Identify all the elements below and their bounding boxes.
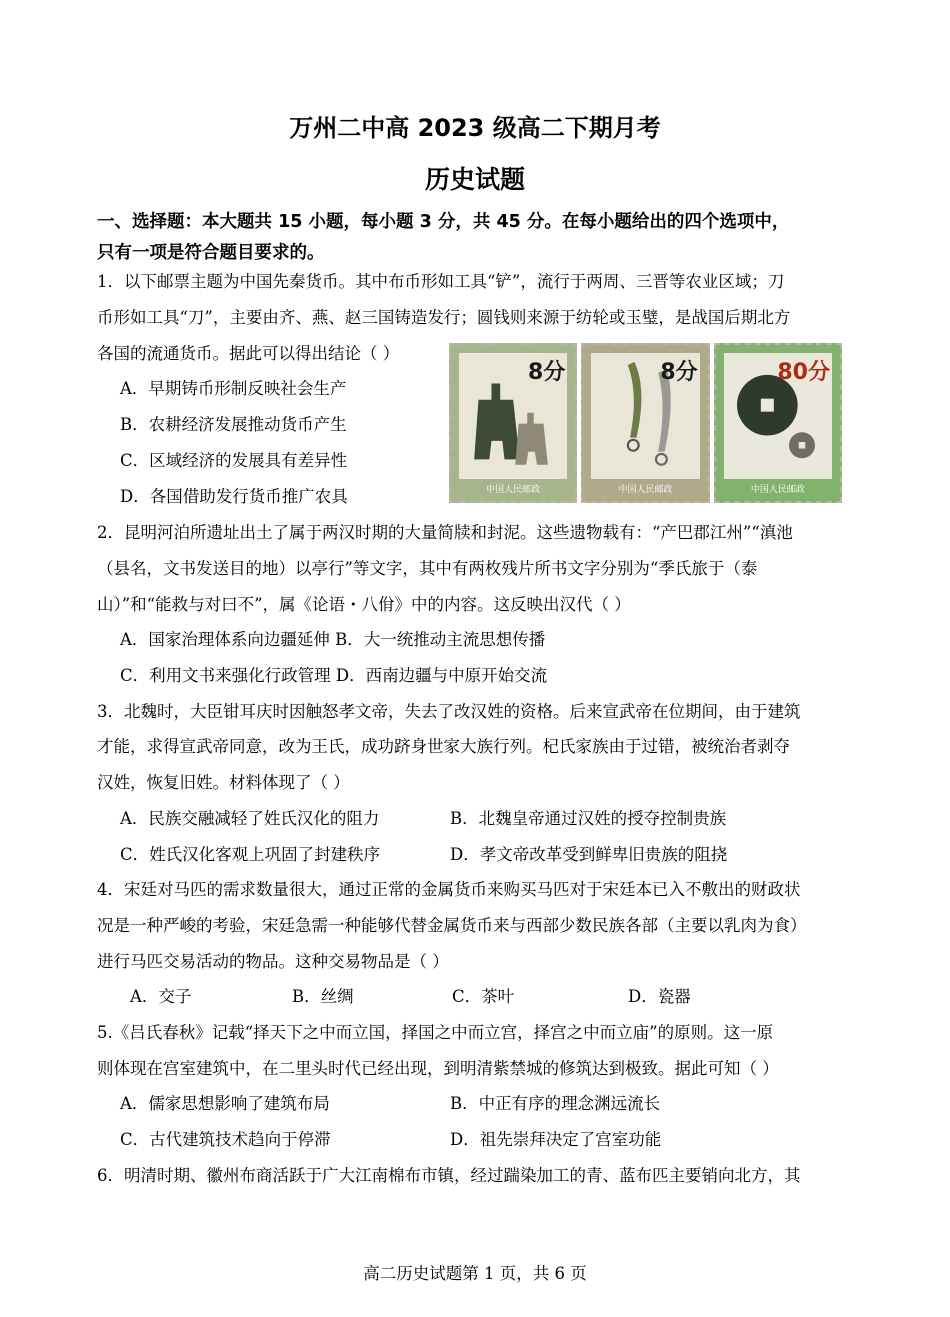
q2-option-cd: C．利用文书来强化行政管理 D．西南边疆与中原开始交流 [120,666,548,685]
page-footer: 高二历史试题第 1 页，共 6 页 [363,1264,587,1283]
q5-option-c: C．古代建筑技术趋向于停滞 [120,1130,331,1149]
q3-line-3: 汉姓，恢复旧姓。材料体现了（ ） [97,773,350,792]
stamp-3-issuer: 中国人民邮政 [750,485,805,495]
q2-line-2: （县名，文书发送目的地）以亭行”等文字，其中有两枚残片所书文字分别为“季氏旅于（泰 [97,559,758,578]
exam-title: 万州二中高 2023 级高二下期月考 [289,114,661,142]
stamp-3-value: 80分 [777,360,830,385]
stamp-1-issuer: 中国人民邮政 [486,485,541,495]
q3-line-1: 3．北魏时，大臣钳耳庆时因触怒孝文帝，失去了改汉姓的资格。后来宣武帝在位期间，由于建筑 [97,702,801,721]
q4-option-a: A．交子 [130,987,192,1006]
stamp-2-value: 8分 [660,360,698,385]
stamp-knife-coin [581,343,709,503]
q4-option-d: D．瓷器 [628,987,691,1006]
section-heading [97,207,877,269]
q1-line-3: 各国的流通货币。据此可以得出结论（ ） [97,344,400,363]
q1-option-b: B．农耕经济发展推动货币产生 [120,415,347,434]
exam-subtitle: 历史试题 [424,165,525,194]
q1-line-2: 币形如工具“刀”，主要由齐、燕、赵三国铸造发行；圆钱则来源于纺轮或玉璧，是战国后期北方 [97,308,791,327]
q4-option-c: C．茶叶 [452,987,515,1006]
q5-option-d: D．祖先崇拜决定了宫室功能 [450,1130,662,1149]
q5-line-2: 则体现在宫室建筑中，在二里头时代已经出现，到明清紫禁城的修筑达到极致。据此可知（ ） [97,1059,779,1078]
stamp-2-issuer: 中国人民邮政 [618,485,673,495]
q1-option-c: C．区域经济的发展具有差异性 [120,451,348,470]
q5-option-a: A．儒家思想影响了建筑布局 [120,1094,330,1113]
q2-line-1: 2．昆明河泊所遗址出土了属于两汉时期的大量简牍和封泥。这些遗物载有：“产巴郡江州”“滇池 [97,523,793,542]
q2-option-ab: A．国家治理体系向边疆延伸 B．大一统推动主流思想传播 [120,630,546,649]
stamp-round-coin [714,343,842,503]
q1-line-1: 1．以下邮票主题为中国先秦货币。其中布币形如工具“铲”，流行于两周、三晋等农业区域；刀 [97,272,785,291]
q1-option-a: A．早期铸币形制反映社会生产 [120,379,347,398]
q4-option-b: B．丝绸 [292,987,354,1006]
q3-option-d: D．孝文帝改革受到鲜卑旧贵族的阻挠 [450,845,728,864]
q2-line-3: 山）”和“能救与对曰不”，属《论语・八佾》中的内容。这反映出汉代（ ） [97,595,631,614]
q1-option-d: D．各国借助发行货币推广农具 [120,487,348,506]
q4-line-1: 4．宋廷对马匹的需求数量很大，通过正常的金属货币来购买马匹对于宋廷本已入不敷出的财政状 [97,880,801,899]
q6-line-1: 6．明清时期、徽州布商活跃于广大江南棉布市镇，经过踹染加工的青、蓝布匹主要销向北方，其 [97,1166,801,1185]
q3-option-b: B．北魏皇帝通过汉姓的授夺控制贵族 [450,809,727,828]
q3-option-a: A．民族交融减轻了姓氏汉化的阻力 [120,809,380,828]
stamp-1-value: 8分 [528,360,566,385]
stamp-spade-coin [449,343,577,503]
q3-option-c: C．姓氏汉化客观上巩固了封建秩序 [120,845,381,864]
stamp-image-strip [449,343,842,503]
q4-line-2: 况是一种严峻的考验，宋廷急需一种能够代替金属货币来与西部少数民族各部（主要以乳肉为食） [97,916,807,935]
q5-line-1: 5.《吕氏春秋》记载“择天下之中而立国，择国之中而立宫，择宫之中而立庙”的原则。这一原 [97,1023,774,1042]
section-line-1: 一、选择题：本大题共 15 小题，每小题 3 分，共 45 分。在每小题给出的四个选项中， [97,212,790,232]
q4-line-3: 进行马匹交易活动的物品。这种交易物品是（ ） [97,952,449,971]
q3-line-2: 才能，求得宣武帝同意，改为王氏，成功跻身世家大族行列。杞氏家族由于过错，被统治者剥夺 [97,737,790,756]
q5-option-b: B．中正有序的理念渊远流长 [450,1094,661,1113]
section-line-2: 只有一项是符合题目要求的。 [97,243,325,263]
